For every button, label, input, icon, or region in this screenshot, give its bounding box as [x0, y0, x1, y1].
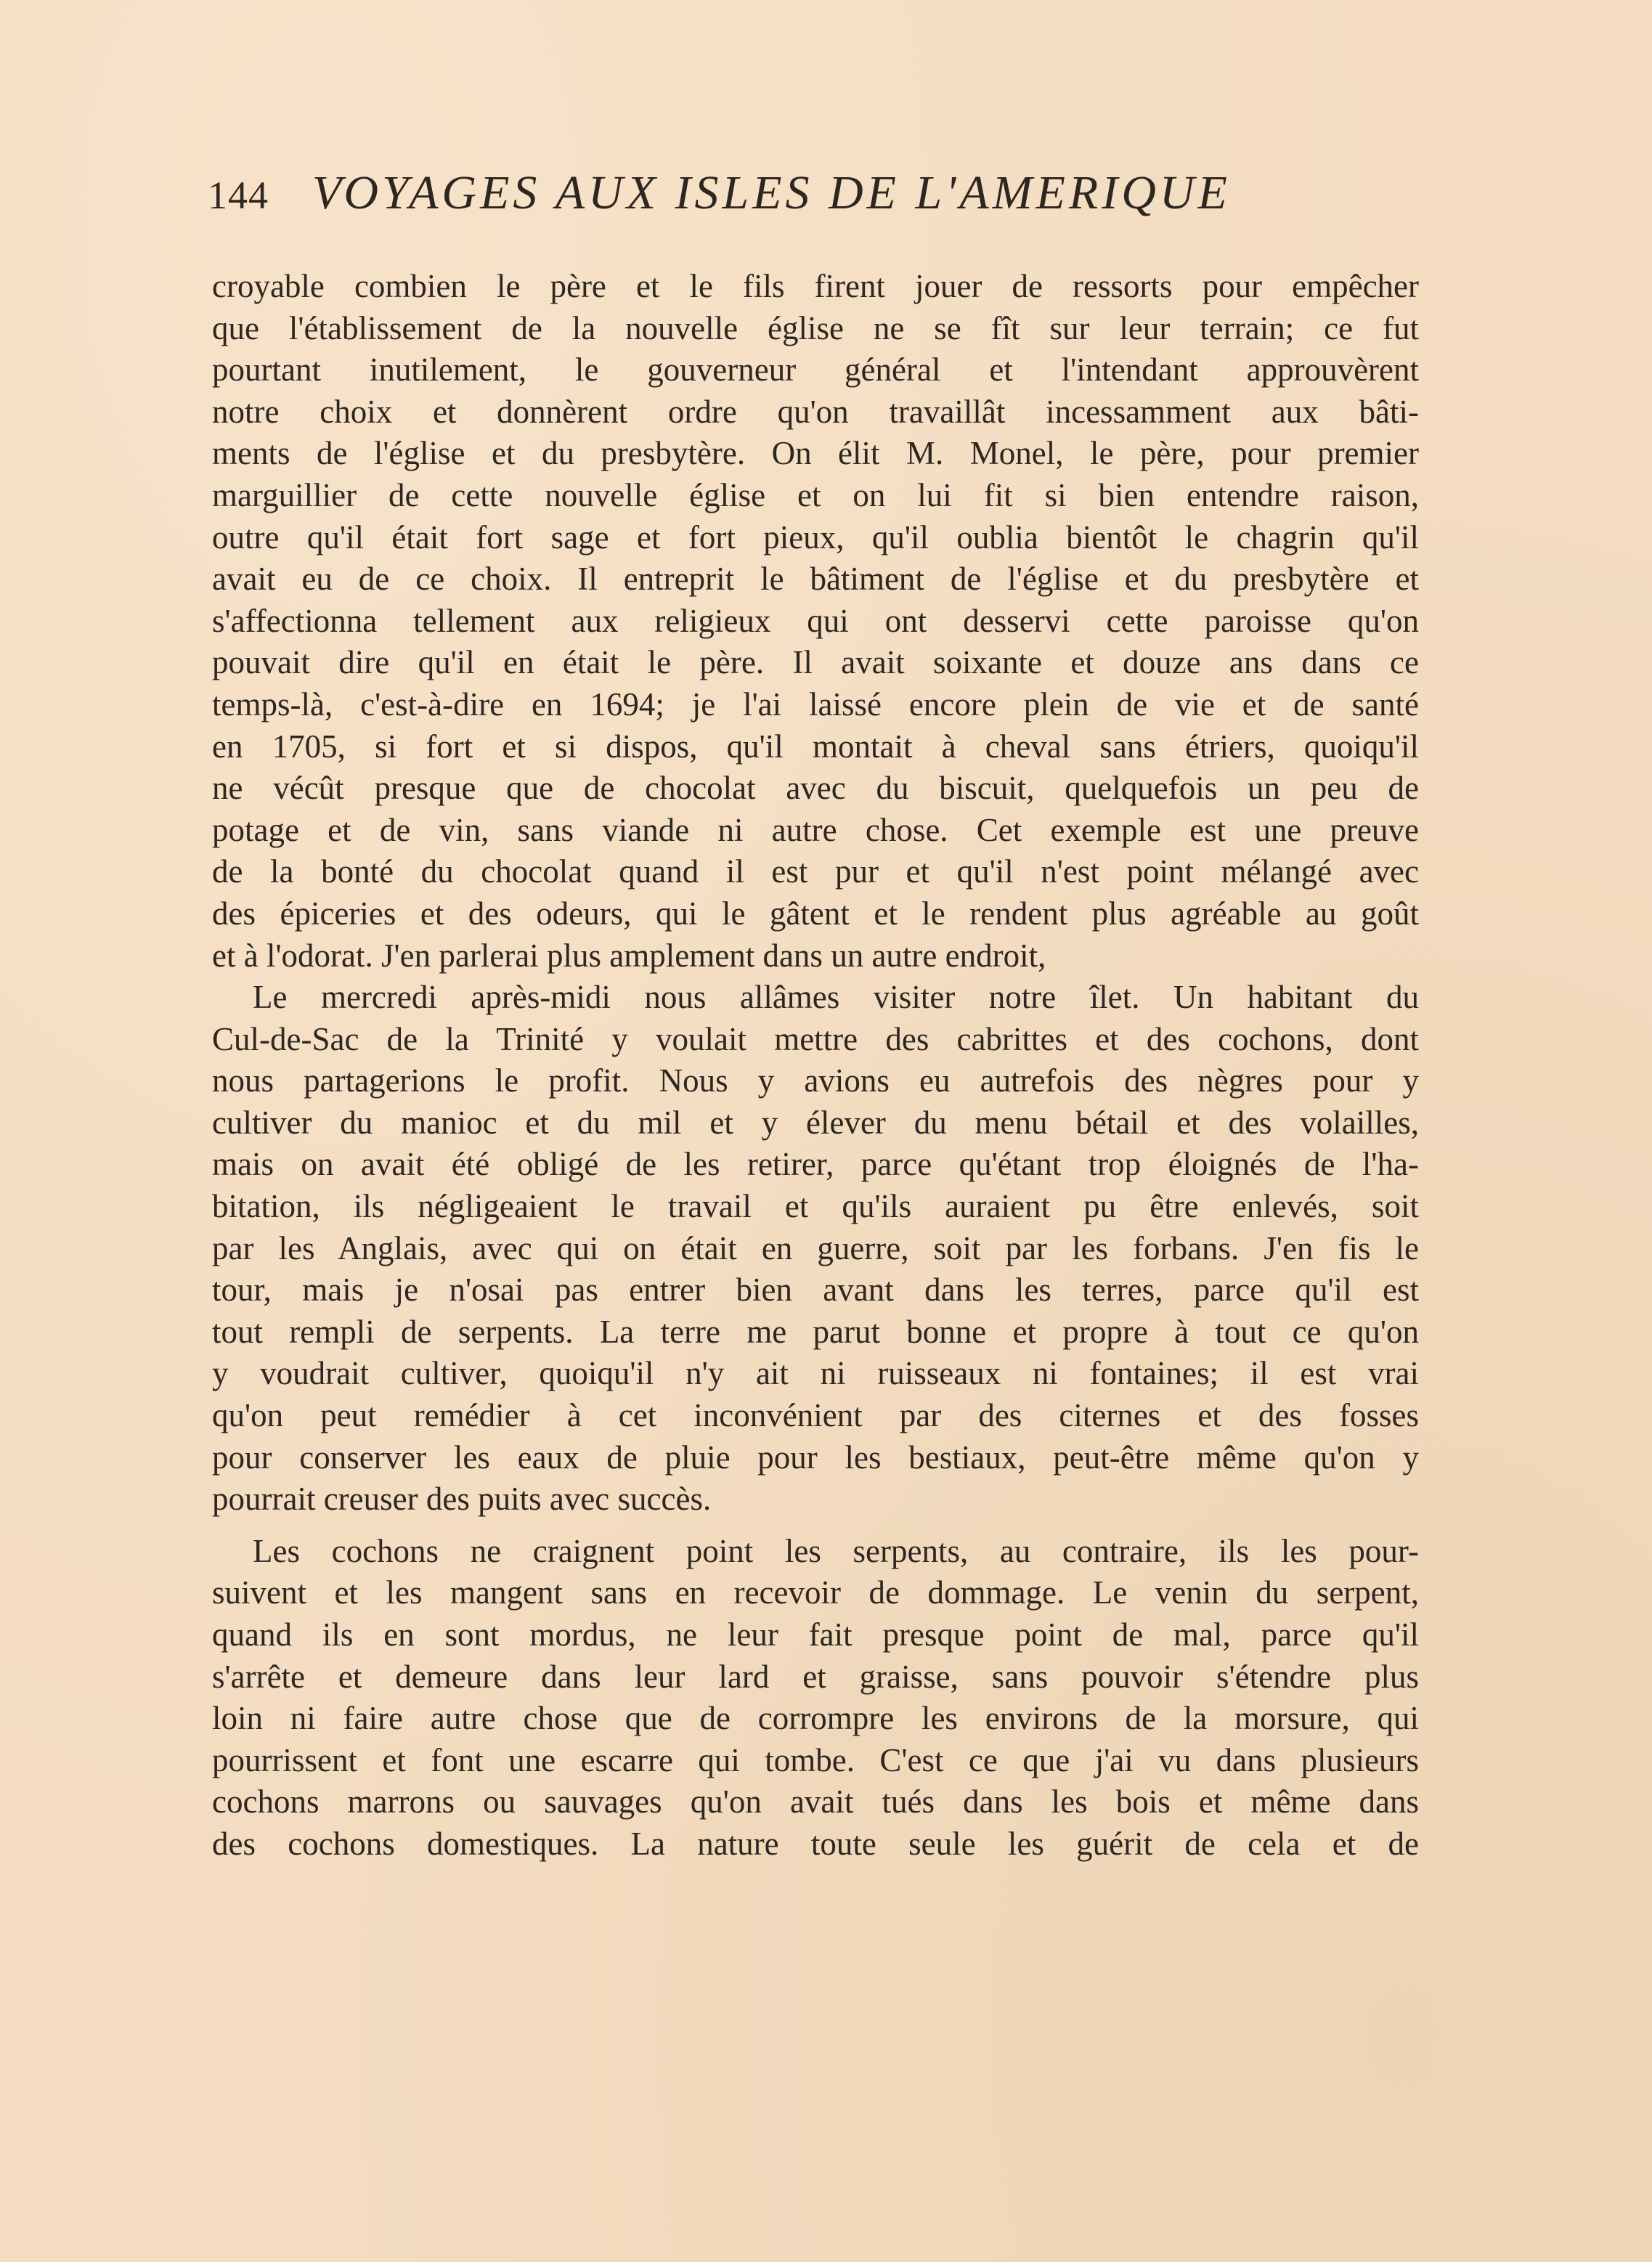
text-line: ments de l'église et du presbytère. On élit M. Monel, le père, pour premier: [212, 435, 1419, 472]
text-line: y voudrait cultiver, quoiqu'il n'y ait ni ruisseaux ni fontaines; il est vrai: [212, 1355, 1419, 1392]
page-number: 144: [208, 174, 269, 217]
text-line: loin ni faire autre chose que de corrompre les environs de la morsure, qui: [212, 1700, 1419, 1737]
text-line: pourrissent et font une escarre qui tombe. C'est ce que j'ai vu dans plusieurs: [212, 1741, 1419, 1778]
text-line: s'arrête et demeure dans leur lard et graisse, sans pouvoir s'étendre plus: [212, 1658, 1419, 1695]
text-line: suivent et les mangent sans en recevoir de dommage. Le venin du serpent,: [212, 1574, 1419, 1611]
text-line: mais on avait été obligé de les retirer, parce qu'étant trop éloignés de l'ha-: [212, 1146, 1419, 1183]
paragraph: [212, 1531, 1419, 1866]
text-line: s'affectionna tellement aux religieux qui ont desservi cette paroisse qu'on: [212, 602, 1419, 639]
text-line: par les Anglais, avec qui on était en guerre, soit par les forbans. J'en fis le: [212, 1229, 1419, 1266]
text-line: pouvait dire qu'il en était le père. Il avait soixante et douze ans dans ce: [212, 644, 1419, 681]
text-line: marguillier de cette nouvelle église et on lui fit si bien entendre raison,: [212, 476, 1419, 513]
text-line: Le mercredi après-midi nous allâmes visiter notre îlet. Un habitant du: [253, 979, 1419, 1016]
text-line: cultiver du manioc et du mil et y élever du menu bétail et des volailles,: [212, 1104, 1419, 1141]
text-line: nous partagerions le profit. Nous y avions eu autrefois des nègres pour y: [212, 1062, 1419, 1099]
text-line: outre qu'il était fort sage et fort pieux, qu'il oublia bientôt le chagrin qu'il: [212, 518, 1419, 556]
text-line: cochons marrons ou sauvages qu'on avait tués dans les bois et même dans: [212, 1783, 1419, 1820]
text-line: des épiceries et des odeurs, qui le gâtent et le rendent plus agréable au goût: [212, 895, 1419, 932]
running-title: VOYAGES AUX ISLES DE L'AMERIQUE: [312, 166, 1231, 219]
text-line: avait eu de ce choix. Il entreprit le bâtiment de l'église et du presbytère et: [212, 561, 1419, 598]
text-line: Cul-de-Sac de la Trinité y voulait mettre des cabrittes et des cochons, dont: [212, 1020, 1419, 1057]
text-line: tour, mais je n'osai pas entrer bien avant dans les terres, parce qu'il est: [212, 1272, 1419, 1309]
text-line: temps-là, c'est-à-dire en 1694; je l'ai laissé encore plein de vie et de santé: [212, 685, 1419, 723]
text-line: tout rempli de serpents. La terre me parut bonne et propre à tout ce qu'on: [212, 1313, 1419, 1350]
body-text: [212, 266, 1419, 1866]
text-line: pourrait creuser des puits avec succès.: [212, 1481, 712, 1518]
text-line: en 1705, si fort et si dispos, qu'il montait à cheval sans étriers, quoiqu'il: [212, 728, 1419, 765]
text-line: des cochons domestiques. La nature toute seule les guérit de cela et de: [212, 1825, 1419, 1862]
paragraph: [212, 977, 1419, 1521]
text-line: que l'établissement de la nouvelle église ne se fît sur leur terrain; ce fut: [212, 309, 1419, 346]
text-line: notre choix et donnèrent ordre qu'on travaillât incessamment aux bâti-: [212, 393, 1419, 430]
text-line: bitation, ils négligeaient le travail et qu'ils auraient pu être enlevés, soit: [212, 1188, 1419, 1225]
text-line: Les cochons ne craignent point les serpents, au contraire, ils les pour-: [253, 1532, 1419, 1569]
text-line: pourtant inutilement, le gouverneur général et l'intendant approuvèrent: [212, 351, 1419, 388]
text-line: croyable combien le père et le fils firent jouer de ressorts pour empêcher: [212, 268, 1419, 304]
text-line: potage et de vin, sans viande ni autre chose. Cet exemple est une preuve: [212, 811, 1419, 848]
text-line: quand ils en sont mordus, ne leur fait presque point de mal, parce qu'il: [212, 1616, 1419, 1653]
text-line: qu'on peut remédier à cet inconvénient par des citernes et des fosses: [212, 1397, 1419, 1434]
text-line: et à l'odorat. J'en parlerai plus amplement dans un autre endroit,: [212, 937, 1046, 974]
paragraph-spacer: [212, 1521, 1419, 1531]
text-line: de la bonté du chocolat quand il est pur et qu'il n'est point mélangé avec: [212, 853, 1419, 890]
text-line: ne vécût presque que de chocolat avec du biscuit, quelquefois un peu de: [212, 770, 1419, 807]
running-head: [208, 166, 1231, 231]
text-line: pour conserver les eaux de pluie pour les bestiaux, peut-être même qu'on y: [212, 1439, 1419, 1476]
paragraph: [212, 266, 1419, 977]
